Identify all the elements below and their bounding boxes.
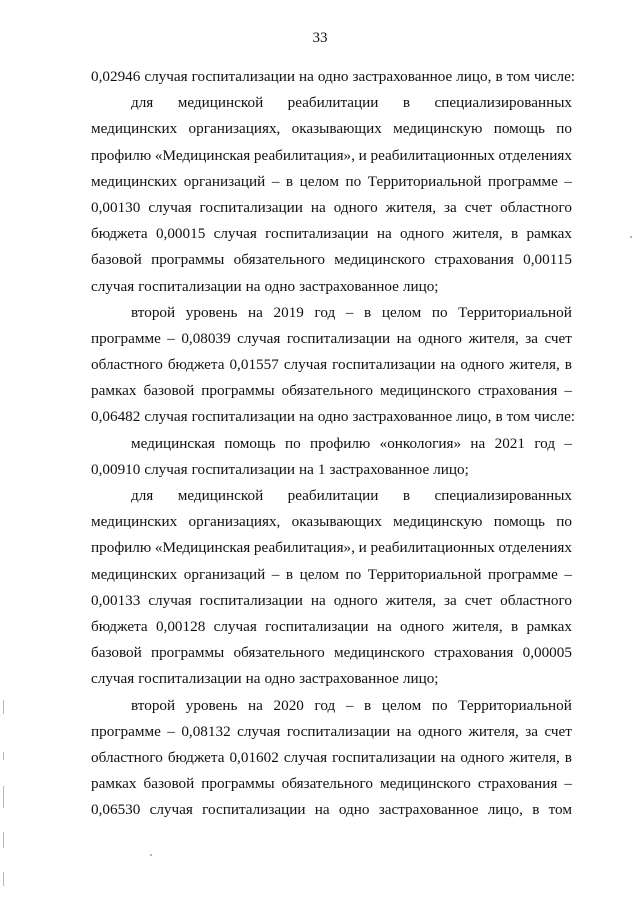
scan-speck <box>150 854 152 856</box>
text-line: рамках базовой программы обязательного медицинского страхования – <box>91 382 572 400</box>
text-line: медицинских организациях, оказывающих медицинскую помощь по <box>91 513 572 531</box>
text-line: областного бюджета 0,01602 случая госпитализации на одного жителя, в <box>91 748 572 766</box>
text-line: медицинских организациях, оказывающих медицинскую помощь по <box>91 120 572 138</box>
document-body <box>91 64 576 823</box>
text-line: случая госпитализации на одно застрахованное лицо; <box>91 670 439 688</box>
text-line: для медицинской реабилитации в специализированных <box>131 94 572 112</box>
text-line: 0,00133 случая госпитализации на одного жителя, за счет областного <box>91 591 572 609</box>
scan-margin-mark <box>3 752 4 760</box>
scan-margin-mark <box>3 872 4 886</box>
text-line: медицинская помощь по профилю «онкология» на 2021 год – <box>131 434 572 452</box>
scan-speck <box>630 236 632 238</box>
text-line: 0,06530 случая госпитализации на одно застрахованное лицо, в том <box>91 801 572 819</box>
text-line: бюджета 0,00015 случая госпитализации на одного жителя, в рамках <box>91 225 572 243</box>
scan-margin-mark <box>3 786 4 808</box>
text-line: второй уровень на 2019 год – в целом по Территориальной <box>131 303 572 321</box>
text-line: 0,02946 случая госпитализации на одно застрахованное лицо, в том числе: <box>91 68 576 85</box>
text-line: программе – 0,08039 случая госпитализации на одного жителя, за счет <box>91 329 572 347</box>
scan-margin-mark <box>3 700 4 714</box>
text-line: 0,00130 случая госпитализации на одного жителя, за счет областного <box>91 198 572 216</box>
text-line: случая госпитализации на одно застрахованное лицо; <box>91 277 439 295</box>
scan-margin-mark <box>3 832 4 848</box>
text-line: 0,00910 случая госпитализации на 1 застрахованное лицо; <box>91 460 469 478</box>
text-line: базовой программы обязательного медицинского страхования 0,00115 <box>91 251 572 269</box>
text-line: бюджета 0,00128 случая госпитализации на одного жителя, в рамках <box>91 617 572 635</box>
text-line: профилю «Медицинская реабилитация», и реабилитационных отделениях <box>91 146 572 164</box>
text-line: базовой программы обязательного медицинского страхования 0,00005 <box>91 644 572 662</box>
text-line: медицинских организаций – в целом по Территориальной программе – <box>91 172 572 190</box>
text-line: для медицинской реабилитации в специализированных <box>131 487 572 504</box>
page-number: 33 <box>312 30 328 46</box>
text-line: 0,06482 случая госпитализации на одно застрахованное лицо, в том числе: <box>91 408 576 426</box>
text-line: второй уровень на 2020 год – в целом по Территориальной <box>131 696 572 714</box>
text-line: программе – 0,08132 случая госпитализации на одного жителя, за счет <box>91 722 572 740</box>
text-line: профилю «Медицинская реабилитация», и реабилитационных отделениях <box>91 539 572 557</box>
text-line: областного бюджета 0,01557 случая госпитализации на одного жителя, в <box>91 356 572 374</box>
text-line: медицинских организаций – в целом по Территориальной программе – <box>91 565 572 583</box>
text-line: рамках базовой программы обязательного медицинского страхования – <box>91 775 572 793</box>
